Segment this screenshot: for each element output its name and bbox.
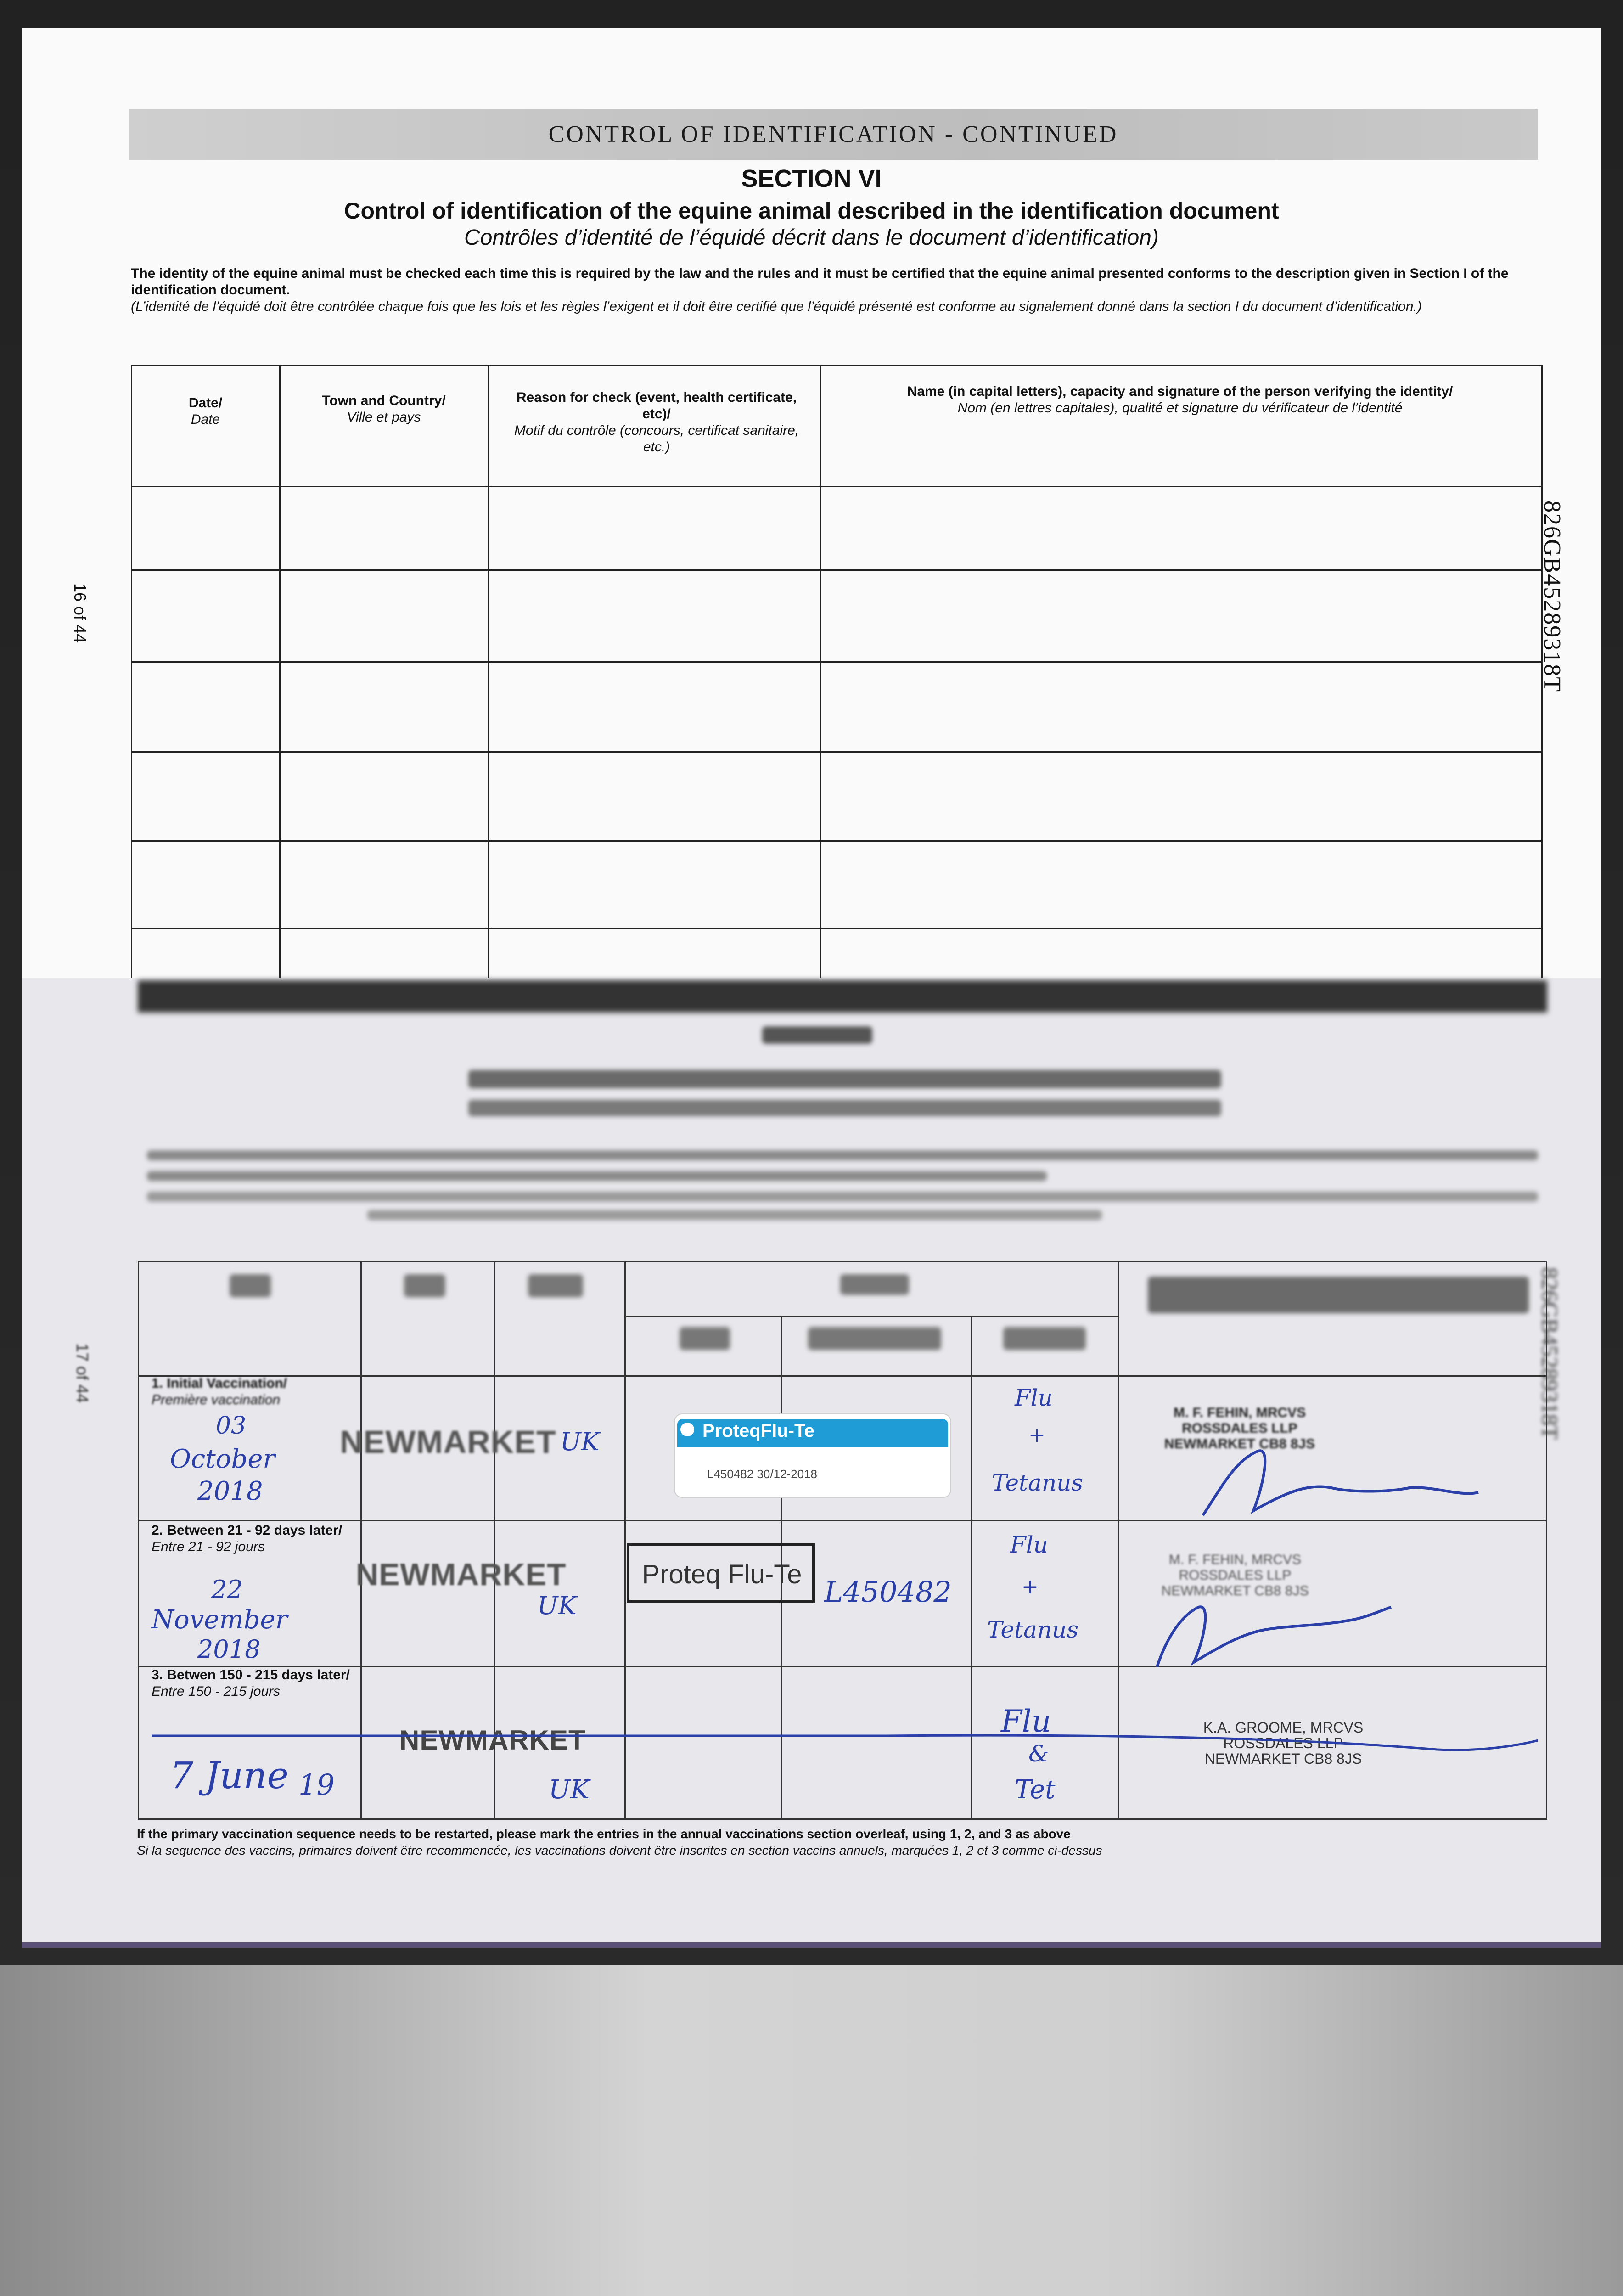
blurred-header-name — [680, 1327, 730, 1350]
intro-fr: (L’identité de l’équidé doit être contrôlée chaque fois que les lois et les règles l’exigent et il doit être certifié que l’équidé présenté est conforme au signalement donné dans la section I du document d’identification.) — [131, 299, 1422, 314]
handwritten-disease-1: Flu — [1001, 1704, 1051, 1739]
blurred-title-fr — [468, 1100, 1221, 1116]
handwritten-year: 2018 — [197, 1476, 263, 1506]
handwritten-plus: + — [1028, 1424, 1045, 1447]
intro-text — [131, 265, 1527, 315]
vet-stamp: M. F. FEHIN, MRCVS ROSSDALES LLP NEWMARKET CB8 8JS — [1164, 1405, 1315, 1452]
handwritten-disease-2: Tetanus — [987, 1616, 1079, 1643]
page-title-fr: Contrôles d’identité de l’équidé décrit dans le document d’identification) — [464, 225, 1159, 250]
place-stamp: NEWMARKET — [340, 1424, 556, 1460]
page-edge — [22, 1942, 1601, 1948]
row-label: 3. Betwen 150 - 215 days later/ Entre 150 - 215 jours — [152, 1667, 350, 1699]
footer-note-fr: Si la sequence des vaccins, primaires doivent être recommencée, les vaccinations doivent être inscrites en section vaccins annuels, marquées 1, 2 et 3 comme ci-dessus — [137, 1843, 1102, 1857]
handwritten-date: 7 June — [170, 1754, 289, 1797]
vet-signature — [1194, 1433, 1488, 1525]
handwritten-disease-2: Tet — [1015, 1775, 1056, 1805]
sticker-vaccine-name: ProteqFlu-Te — [702, 1421, 814, 1441]
handwritten-year: 2018 — [197, 1635, 261, 1664]
handwritten-country: UK — [537, 1591, 577, 1620]
blurred-section-label — [762, 1026, 872, 1044]
blurred-header-batch — [808, 1327, 941, 1350]
intro-en: The identity of the equine animal must be checked each time this is required by the law and the rules and it must be certified that the equine animal presented conforms to the description given in Section I of the identification document. — [131, 266, 1509, 298]
handwritten-month: November — [152, 1605, 288, 1635]
page-number: 17 of 44 — [73, 1343, 92, 1403]
footer-note: If the primary vaccination sequence needs to be restarted, please mark the entries in the annual vaccinations section overleaf, using 1, 2, and 3 as above — [137, 1827, 1071, 1841]
page-number: 16 of 44 — [71, 583, 90, 643]
vet-signature — [1148, 1580, 1405, 1671]
section-label: SECTION VI — [741, 165, 882, 192]
vet-stamp: M. F. FEHIN, MRCVS ROSSDALES LLP NEWMARKET CB8 8JS — [1161, 1552, 1309, 1598]
column-header-reason: Reason for check (event, health certificate, etc)/ Motif du contrôle (concours, certificat sanitaire, etc.) — [514, 390, 799, 455]
row-label: 1. Initial Vaccination/ Première vaccination — [152, 1376, 287, 1407]
scanner-lid-area — [0, 1965, 1623, 2296]
handwritten-disease-1: Flu — [1010, 1531, 1048, 1558]
row-label: 2. Between 21 - 92 days later/ Entre 21 - 92 jours — [152, 1523, 343, 1554]
handwritten-ampersand: & — [1028, 1740, 1049, 1767]
document-number: 826GB45289318T — [1537, 1267, 1563, 1440]
column-header-verifier: Name (in capital letters), capacity and signature of the person verifying the identity/ Nom (en lettres capitales), qualité et signature du vérificateur de l’identité — [907, 384, 1453, 416]
blurred-header-vet — [1148, 1277, 1529, 1313]
handwritten-month: October — [170, 1444, 275, 1474]
blurred-title — [468, 1070, 1221, 1088]
page-title: Control of identification of the equine animal described in the identification document — [344, 198, 1279, 224]
column-header-town-country: Town and Country/ Ville et pays — [322, 393, 446, 425]
blurred-header-vaccine — [840, 1274, 909, 1295]
vet-signature-line — [152, 1717, 1538, 1763]
place-stamp: NEWMARKET — [356, 1557, 567, 1592]
handwritten-day: 03 — [216, 1412, 247, 1440]
sticker-logo-icon — [680, 1423, 694, 1436]
handwritten-disease-2: Tetanus — [992, 1469, 1084, 1496]
table-frame — [131, 365, 1543, 980]
banner-title: CONTROL OF IDENTIFICATION - CONTINUED — [548, 121, 1118, 147]
handwritten-batch: L450482 — [824, 1575, 952, 1609]
blurred-header-date — [230, 1274, 271, 1297]
sticker-lot: L450482 30/12-2018 — [707, 1467, 818, 1481]
handwritten-day: 22 — [211, 1575, 243, 1604]
document-number: 826GB45289318T — [1539, 501, 1565, 692]
place-stamp: NEWMARKET — [399, 1725, 586, 1756]
blurred-header-disease — [1003, 1327, 1086, 1350]
blurred-header-country — [528, 1274, 583, 1297]
blurred-header-banner — [138, 980, 1547, 1013]
column-header-date: Date/ Date — [188, 395, 223, 427]
handwritten-year: 19 — [298, 1768, 335, 1801]
handwritten-country: UK — [549, 1775, 590, 1805]
handwritten-plus: + — [1022, 1575, 1039, 1598]
vet-stamp: K.A. GROOME, MRCVS ROSSDALES LLP NEWMARKET CB8 8JS — [1203, 1719, 1364, 1767]
blurred-header-place — [404, 1274, 445, 1297]
handwritten-disease-1: Flu — [1015, 1384, 1053, 1411]
vaccine-name: Proteq Flu-Te — [642, 1559, 802, 1589]
handwritten-country: UK — [560, 1427, 600, 1456]
